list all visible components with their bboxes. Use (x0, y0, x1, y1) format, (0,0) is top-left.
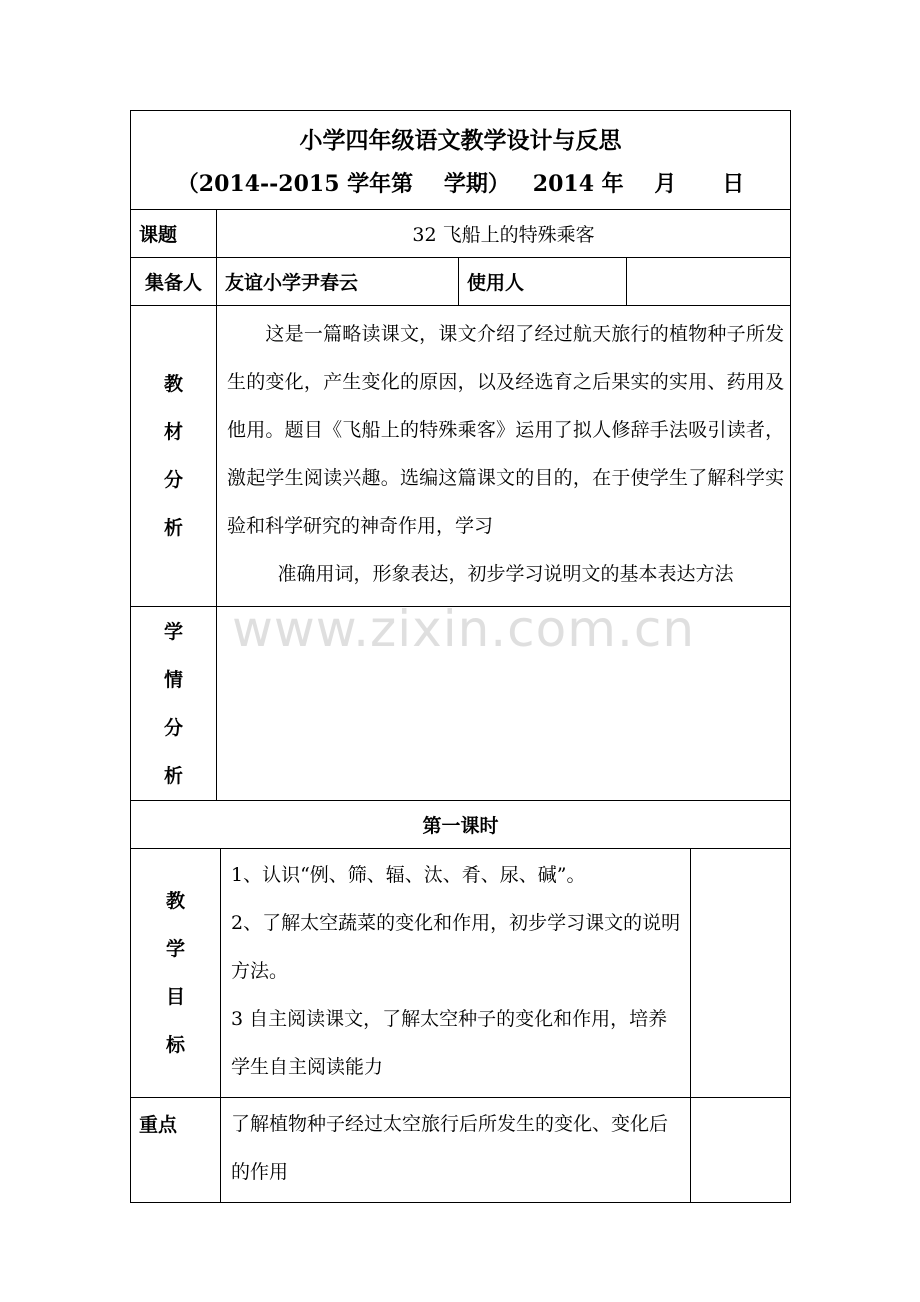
textbook-analysis-last-line: 准确用词，形象表达，初步学习说明文的基本表达方法 (277, 563, 734, 585)
watermark: www.zixin.com.cn (232, 600, 696, 658)
goals-body (221, 849, 691, 1098)
topic-label: 课题 (131, 210, 217, 258)
goal-item-1: 1、认识“例、筛、辐、汰、肴、尿、碱”。 (231, 864, 586, 886)
prep-label: 集备人 (131, 258, 217, 306)
document-subtitle: （2014--2015 学年第 学期） 2014 年 月 日 (176, 171, 745, 197)
key-points-label: 重点 (131, 1098, 221, 1203)
key-points-extra (691, 1098, 791, 1203)
goal-item-3: 3 自主阅读课文，了解太空种子的变化和作用，培养学生自主阅读能力 (231, 1008, 668, 1078)
textbook-analysis-label: 教 材 分 析 (131, 306, 217, 607)
textbook-analysis-text: 这是一篇略读课文，课文介绍了经过航天旅行的植物种子所发生的变化，产生变化的原因，以及经选育之后果实的实用、药用及他用。题目《飞船上的特殊乘客》运用了拟人修辞手法吸引读者，激起学生阅读兴趣。选编这篇课文的目的，在于使学生了解科学实验和科学研究的神奇作用，学习 (227, 323, 785, 537)
lesson-title: 第一课时 (131, 801, 791, 849)
document-title: 小学四年级语文教学设计与反思 (299, 127, 622, 154)
student-analysis-label: 学 情 分 析 (131, 607, 217, 801)
lesson-plan-table (130, 110, 791, 1203)
goal-item-2: 2、了解太空蔬菜的变化和作用，初步学习课文的说明方法。 (231, 912, 681, 982)
goals-label: 教 学 目 标 (131, 849, 221, 1098)
prep-value: 友谊小学尹春云 (217, 258, 459, 306)
user-label: 使用人 (459, 258, 627, 306)
textbook-analysis-body (217, 306, 791, 607)
student-analysis-body (217, 607, 791, 801)
topic-value: 32 飞船上的特殊乘客 (217, 210, 791, 258)
goals-extra (691, 849, 791, 1098)
key-points-body: 了解植物种子经过太空旅行后所发生的变化、变化后的作用 (221, 1098, 691, 1203)
header-cell (131, 111, 791, 210)
user-value (627, 258, 791, 306)
